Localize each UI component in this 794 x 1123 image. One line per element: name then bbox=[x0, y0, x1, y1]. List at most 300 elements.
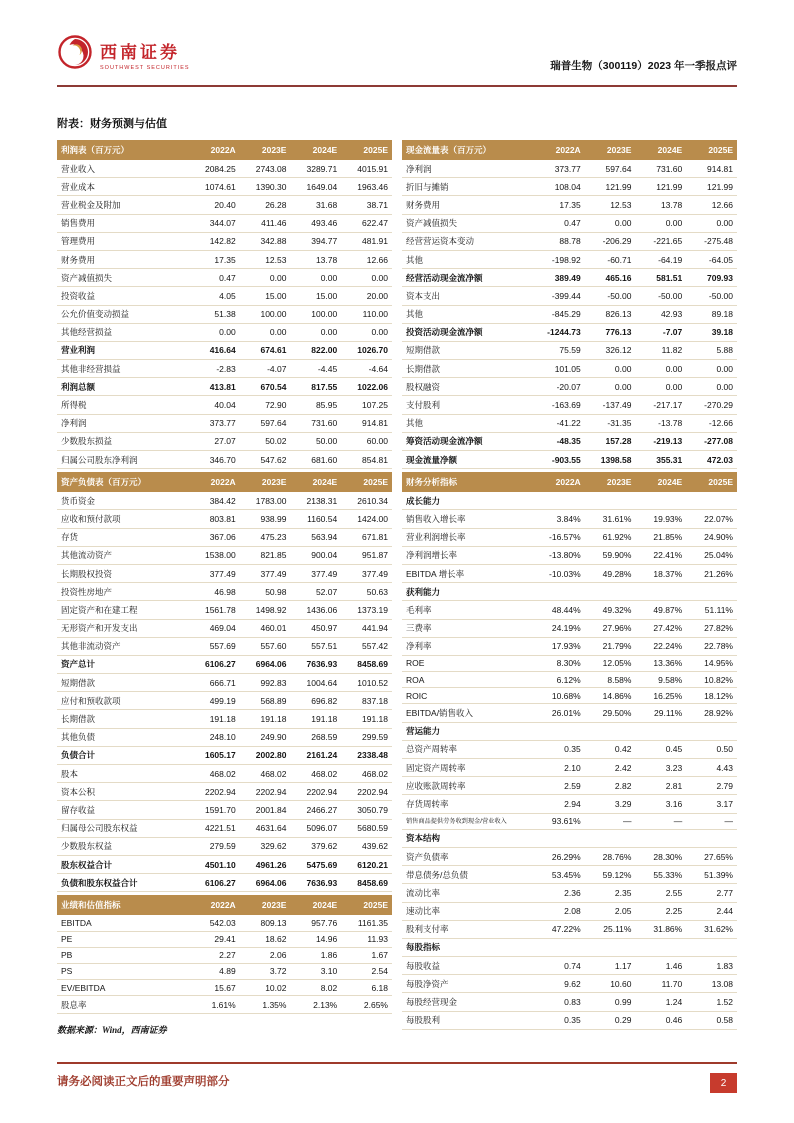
column-header: 2024E bbox=[635, 472, 686, 492]
row-label: 少数股东损益 bbox=[57, 432, 189, 450]
cell-value: 2610.34 bbox=[341, 492, 392, 510]
row-label: 其他 bbox=[402, 305, 534, 323]
header-divider bbox=[57, 85, 737, 87]
cell-value: 696.82 bbox=[290, 692, 341, 710]
table-row bbox=[402, 160, 737, 178]
row-label: 资产总计 bbox=[57, 655, 189, 673]
table-row bbox=[57, 765, 392, 783]
table-row bbox=[57, 601, 392, 619]
cell-value: -163.69 bbox=[534, 396, 585, 414]
cell-value: 6.12% bbox=[534, 672, 585, 688]
column-header: 2023E bbox=[585, 140, 636, 160]
column-header: 2024E bbox=[290, 472, 341, 492]
table-row bbox=[57, 528, 392, 546]
cell-value: 4631.64 bbox=[240, 819, 291, 837]
cell-value: 4.05 bbox=[189, 287, 240, 305]
cell-value: 5680.59 bbox=[341, 819, 392, 837]
row-label: 每股股利 bbox=[402, 1011, 534, 1029]
cell-value: 22.07% bbox=[686, 510, 737, 528]
cell-value: 191.18 bbox=[341, 710, 392, 728]
cell-value: 468.02 bbox=[240, 765, 291, 783]
cell-value: 2.36 bbox=[534, 884, 585, 902]
cell-value: 472.03 bbox=[686, 451, 737, 469]
cell-value: 249.90 bbox=[240, 728, 291, 746]
cell-value bbox=[686, 492, 737, 510]
cell-value: 38.71 bbox=[341, 196, 392, 214]
cell-value: 377.49 bbox=[240, 564, 291, 582]
cell-value: 481.91 bbox=[341, 232, 392, 250]
cell-value: 16.25% bbox=[635, 688, 686, 704]
cell-value: 29.41 bbox=[189, 931, 240, 947]
row-label: 净利润增长率 bbox=[402, 546, 534, 564]
cell-value: — bbox=[635, 813, 686, 829]
cell-value: 1026.70 bbox=[341, 341, 392, 359]
cell-value: 0.00 bbox=[686, 360, 737, 378]
cell-value: 142.82 bbox=[189, 232, 240, 250]
table-row bbox=[57, 692, 392, 710]
row-label: 获利能力 bbox=[402, 583, 534, 601]
cell-value: -137.49 bbox=[585, 396, 636, 414]
table-row bbox=[402, 546, 737, 564]
income-statement-table bbox=[57, 140, 392, 469]
cell-value: 373.77 bbox=[189, 414, 240, 432]
cell-value: 0.00 bbox=[290, 269, 341, 287]
row-label: 投资性房地产 bbox=[57, 583, 189, 601]
cell-value bbox=[585, 829, 636, 847]
cell-value: 51.38 bbox=[189, 305, 240, 323]
table-row bbox=[402, 847, 737, 865]
cell-value bbox=[635, 583, 686, 601]
cell-value: 670.54 bbox=[240, 378, 291, 396]
row-label: EBITDA bbox=[57, 915, 189, 931]
table-row bbox=[57, 250, 392, 268]
cell-value: 2.27 bbox=[189, 947, 240, 963]
table-row bbox=[57, 269, 392, 287]
row-label: EBITDA/销售收入 bbox=[402, 704, 534, 722]
cell-value: 0.00 bbox=[341, 269, 392, 287]
left-column bbox=[57, 140, 392, 1036]
cell-value: 2202.94 bbox=[341, 783, 392, 801]
table-row bbox=[402, 196, 737, 214]
cell-value: 85.95 bbox=[290, 396, 341, 414]
cell-value: 373.77 bbox=[534, 160, 585, 178]
cell-value: 0.00 bbox=[189, 323, 240, 341]
table-row bbox=[57, 341, 392, 359]
cell-value: 5.88 bbox=[686, 341, 737, 359]
cell-value: 2.44 bbox=[686, 902, 737, 920]
cell-value: 1390.30 bbox=[240, 178, 291, 196]
cell-value: 2.65% bbox=[341, 996, 392, 1014]
cell-value: 4961.26 bbox=[240, 855, 291, 873]
column-header: 2023E bbox=[240, 472, 291, 492]
cell-value: 450.97 bbox=[290, 619, 341, 637]
column-header: 2024E bbox=[635, 140, 686, 160]
row-label: 净利润 bbox=[402, 160, 534, 178]
cell-value: -198.92 bbox=[534, 250, 585, 268]
table-row bbox=[402, 884, 737, 902]
cell-value: 59.90% bbox=[585, 546, 636, 564]
cell-value: -50.00 bbox=[686, 287, 737, 305]
cell-value: 19.93% bbox=[635, 510, 686, 528]
cell-value: 2.54 bbox=[341, 963, 392, 979]
cell-value: 14.96 bbox=[290, 931, 341, 947]
brand-name: 西南证券 bbox=[100, 43, 180, 62]
cell-value: 1.24 bbox=[635, 993, 686, 1011]
cell-value: 597.64 bbox=[585, 160, 636, 178]
cell-value: 468.02 bbox=[341, 765, 392, 783]
cell-value: 377.49 bbox=[341, 564, 392, 582]
table-row bbox=[402, 414, 737, 432]
section-row bbox=[402, 829, 737, 847]
cell-value: 0.29 bbox=[585, 1011, 636, 1029]
cell-value: 817.55 bbox=[290, 378, 341, 396]
row-label: 三费率 bbox=[402, 619, 534, 637]
row-label: 筹资活动现金流净额 bbox=[402, 432, 534, 450]
table-row bbox=[57, 874, 392, 892]
cell-value: 389.49 bbox=[534, 269, 585, 287]
cell-value: 27.65% bbox=[686, 847, 737, 865]
table-row bbox=[402, 323, 737, 341]
cell-value: 475.23 bbox=[240, 528, 291, 546]
row-label: 资产减值损失 bbox=[402, 214, 534, 232]
cell-value: 39.18 bbox=[686, 323, 737, 341]
cell-value: -221.65 bbox=[635, 232, 686, 250]
cell-value: 100.00 bbox=[290, 305, 341, 323]
row-label: ROA bbox=[402, 672, 534, 688]
cell-value: -206.29 bbox=[585, 232, 636, 250]
cell-value: -4.64 bbox=[341, 360, 392, 378]
cell-value: 8.02 bbox=[290, 980, 341, 996]
financial-ratios-table bbox=[402, 472, 737, 1030]
column-header: 2022A bbox=[189, 895, 240, 915]
cell-value: 951.87 bbox=[341, 546, 392, 564]
table-row bbox=[402, 528, 737, 546]
row-label: 长期股权投资 bbox=[57, 564, 189, 582]
table-row bbox=[57, 783, 392, 801]
cell-value: 0.47 bbox=[189, 269, 240, 287]
cell-value: 11.93 bbox=[341, 931, 392, 947]
cell-value bbox=[686, 722, 737, 740]
cell-value: 671.81 bbox=[341, 528, 392, 546]
cell-value: 42.93 bbox=[635, 305, 686, 323]
cell-value: 4015.91 bbox=[341, 160, 392, 178]
cell-value: 0.00 bbox=[635, 214, 686, 232]
table-title: 资产负债表（百万元） bbox=[57, 472, 189, 492]
table-row bbox=[57, 583, 392, 601]
cell-value: 48.44% bbox=[534, 601, 585, 619]
cell-value: 25.11% bbox=[585, 920, 636, 938]
cell-value: 49.28% bbox=[585, 564, 636, 582]
cell-value: 346.70 bbox=[189, 451, 240, 469]
table-row bbox=[57, 947, 392, 963]
row-label: 管理费用 bbox=[57, 232, 189, 250]
right-column bbox=[402, 140, 737, 1036]
cell-value: 377.49 bbox=[189, 564, 240, 582]
cell-value: 60.00 bbox=[341, 432, 392, 450]
brand-name-en: SOUTHWEST SECURITIES bbox=[100, 65, 190, 71]
cell-value: 9.58% bbox=[635, 672, 686, 688]
data-source-note: 数据来源：Wind，西南证券 bbox=[57, 1025, 167, 1036]
table-row bbox=[402, 360, 737, 378]
table-row bbox=[402, 214, 737, 232]
table-row bbox=[402, 759, 737, 777]
cell-value: 11.82 bbox=[635, 341, 686, 359]
cell-value: -219.13 bbox=[635, 432, 686, 450]
cell-value bbox=[534, 938, 585, 956]
table-row bbox=[57, 414, 392, 432]
row-label: 财务费用 bbox=[57, 250, 189, 268]
cell-value: 0.58 bbox=[686, 1011, 737, 1029]
row-label: 所得税 bbox=[57, 396, 189, 414]
cell-value: 7636.93 bbox=[290, 655, 341, 673]
cell-value: 377.49 bbox=[290, 564, 341, 582]
table-row bbox=[402, 451, 737, 469]
cell-value: 0.50 bbox=[686, 740, 737, 758]
cell-value: 3289.71 bbox=[290, 160, 341, 178]
table-row bbox=[57, 619, 392, 637]
cell-value: 854.81 bbox=[341, 451, 392, 469]
cell-value: 7636.93 bbox=[290, 874, 341, 892]
column-header: 2022A bbox=[534, 140, 585, 160]
cell-value: 2202.94 bbox=[189, 783, 240, 801]
table-row bbox=[402, 688, 737, 704]
table-row bbox=[402, 564, 737, 582]
cell-value: 2002.80 bbox=[240, 746, 291, 764]
cell-value: 938.99 bbox=[240, 510, 291, 528]
cell-value: 597.64 bbox=[240, 414, 291, 432]
row-label: 营运能力 bbox=[402, 722, 534, 740]
cell-value: 1.86 bbox=[290, 947, 341, 963]
cell-value: 27.07 bbox=[189, 432, 240, 450]
cell-value: 29.50% bbox=[585, 704, 636, 722]
cell-value: 25.04% bbox=[686, 546, 737, 564]
cell-value: 2.08 bbox=[534, 902, 585, 920]
cell-value: 666.71 bbox=[189, 674, 240, 692]
cell-value: -41.22 bbox=[534, 414, 585, 432]
cell-value: 121.99 bbox=[686, 178, 737, 196]
row-label: 毛利率 bbox=[402, 601, 534, 619]
cell-value: 20.40 bbox=[189, 196, 240, 214]
table-row bbox=[57, 674, 392, 692]
cell-value: -7.07 bbox=[635, 323, 686, 341]
cell-value: 26.29% bbox=[534, 847, 585, 865]
cell-value: 157.28 bbox=[585, 432, 636, 450]
table-row bbox=[57, 432, 392, 450]
brand-text-block bbox=[100, 38, 190, 71]
row-label: 负债和股东权益合计 bbox=[57, 874, 189, 892]
cell-value: 5096.07 bbox=[290, 819, 341, 837]
cell-value: 2.79 bbox=[686, 777, 737, 795]
cell-value: -4.07 bbox=[240, 360, 291, 378]
cell-value: 12.53 bbox=[240, 250, 291, 268]
row-label: 其他流动资产 bbox=[57, 546, 189, 564]
column-header: 2025E bbox=[686, 140, 737, 160]
cell-value: 8.58% bbox=[585, 672, 636, 688]
row-label: 归属公司股东净利润 bbox=[57, 451, 189, 469]
row-label: 资本结构 bbox=[402, 829, 534, 847]
row-label: 短期借款 bbox=[402, 341, 534, 359]
cell-value: 0.00 bbox=[585, 378, 636, 396]
cell-value: 13.08 bbox=[686, 975, 737, 993]
table-row bbox=[402, 250, 737, 268]
cell-value bbox=[585, 583, 636, 601]
cell-value: 55.33% bbox=[635, 866, 686, 884]
cell-value bbox=[635, 938, 686, 956]
page-footer bbox=[57, 1062, 737, 1093]
southwest-securities-logo-icon bbox=[57, 34, 93, 75]
cell-value: 31.61% bbox=[585, 510, 636, 528]
cell-value: 416.64 bbox=[189, 341, 240, 359]
cell-value: 1022.06 bbox=[341, 378, 392, 396]
cell-value: 1498.92 bbox=[240, 601, 291, 619]
cell-value: 15.67 bbox=[189, 980, 240, 996]
cell-value: -20.07 bbox=[534, 378, 585, 396]
cell-value: 49.32% bbox=[585, 601, 636, 619]
row-label: 应收和预付款项 bbox=[57, 510, 189, 528]
cell-value: 900.04 bbox=[290, 546, 341, 564]
cell-value bbox=[534, 492, 585, 510]
cell-value: 12.53 bbox=[585, 196, 636, 214]
table-row bbox=[57, 360, 392, 378]
cell-value: 0.46 bbox=[635, 1011, 686, 1029]
cell-value: — bbox=[585, 813, 636, 829]
table-row bbox=[402, 704, 737, 722]
table-title: 利润表（百万元） bbox=[57, 140, 189, 160]
cell-value: -64.19 bbox=[635, 250, 686, 268]
cell-value: 0.00 bbox=[240, 269, 291, 287]
row-label: 其他负债 bbox=[57, 728, 189, 746]
cell-value: 31.62% bbox=[686, 920, 737, 938]
cell-value: -31.35 bbox=[585, 414, 636, 432]
table-row bbox=[402, 672, 737, 688]
cell-value: 50.63 bbox=[341, 583, 392, 601]
cell-value: 72.90 bbox=[240, 396, 291, 414]
cell-value: 191.18 bbox=[189, 710, 240, 728]
cell-value: -845.29 bbox=[534, 305, 585, 323]
cell-value: 379.62 bbox=[290, 837, 341, 855]
table-row bbox=[402, 993, 737, 1011]
cell-value: -13.80% bbox=[534, 546, 585, 564]
cell-value: 0.00 bbox=[635, 360, 686, 378]
cell-value: 2161.24 bbox=[290, 746, 341, 764]
cell-value bbox=[534, 829, 585, 847]
cell-value: 89.18 bbox=[686, 305, 737, 323]
cell-value bbox=[686, 583, 737, 601]
cell-value: 0.00 bbox=[635, 378, 686, 396]
row-label: 公允价值变动损益 bbox=[57, 305, 189, 323]
cell-value: 3.29 bbox=[585, 795, 636, 813]
cell-value: 326.12 bbox=[585, 341, 636, 359]
column-header: 2025E bbox=[341, 140, 392, 160]
cell-value: 557.51 bbox=[290, 637, 341, 655]
cell-value: 557.42 bbox=[341, 637, 392, 655]
row-label: ROIC bbox=[402, 688, 534, 704]
cell-value: 6106.27 bbox=[189, 874, 240, 892]
table-row bbox=[402, 655, 737, 671]
table-row bbox=[402, 287, 737, 305]
cell-value: 88.78 bbox=[534, 232, 585, 250]
row-label: 投资收益 bbox=[57, 287, 189, 305]
cell-value: 15.00 bbox=[290, 287, 341, 305]
cell-value: 468.02 bbox=[189, 765, 240, 783]
cell-value: 1561.78 bbox=[189, 601, 240, 619]
table-row bbox=[402, 232, 737, 250]
cell-value: -50.00 bbox=[585, 287, 636, 305]
cell-value: 1436.06 bbox=[290, 601, 341, 619]
row-label: 其他非流动资产 bbox=[57, 637, 189, 655]
table-row bbox=[402, 957, 737, 975]
cell-value: 3.17 bbox=[686, 795, 737, 813]
row-label: 营业收入 bbox=[57, 160, 189, 178]
cell-value: 14.95% bbox=[686, 655, 737, 671]
row-label: 净利润 bbox=[57, 414, 189, 432]
row-label: 资产负债率 bbox=[402, 847, 534, 865]
cell-value: 2202.94 bbox=[240, 783, 291, 801]
cell-value: 15.00 bbox=[240, 287, 291, 305]
table-row bbox=[57, 323, 392, 341]
row-label: 带息债务/总负债 bbox=[402, 866, 534, 884]
cell-value: 413.81 bbox=[189, 378, 240, 396]
cell-value: 10.60 bbox=[585, 975, 636, 993]
table-row bbox=[402, 305, 737, 323]
row-label: 销售商品提供劳务收到现金/营业收入 bbox=[402, 813, 534, 829]
cell-value: 100.00 bbox=[240, 305, 291, 323]
cell-value: 6.18 bbox=[341, 980, 392, 996]
cell-value: -60.71 bbox=[585, 250, 636, 268]
row-label: 应收账款周转率 bbox=[402, 777, 534, 795]
cell-value: 13.78 bbox=[635, 196, 686, 214]
row-label: 应付和预收款项 bbox=[57, 692, 189, 710]
cell-value: 52.07 bbox=[290, 583, 341, 601]
cell-value: 40.04 bbox=[189, 396, 240, 414]
table-row bbox=[402, 178, 737, 196]
cell-value: 460.01 bbox=[240, 619, 291, 637]
row-label: 其他非经营损益 bbox=[57, 360, 189, 378]
cell-value: -217.17 bbox=[635, 396, 686, 414]
row-label: ROE bbox=[402, 655, 534, 671]
cell-value: 49.87% bbox=[635, 601, 686, 619]
cell-value: 4.89 bbox=[189, 963, 240, 979]
row-label: 营业利润增长率 bbox=[402, 528, 534, 546]
brand-logo bbox=[57, 34, 190, 75]
cell-value: 5475.69 bbox=[290, 855, 341, 873]
table-row bbox=[57, 546, 392, 564]
column-header: 2024E bbox=[290, 140, 341, 160]
table-row bbox=[57, 196, 392, 214]
cell-value: -277.08 bbox=[686, 432, 737, 450]
cell-value: 21.26% bbox=[686, 564, 737, 582]
cell-value: 557.69 bbox=[189, 637, 240, 655]
table-row bbox=[57, 915, 392, 931]
section-row bbox=[402, 938, 737, 956]
cell-value: 29.11% bbox=[635, 704, 686, 722]
cell-value: 22.24% bbox=[635, 637, 686, 655]
cell-value: 121.99 bbox=[635, 178, 686, 196]
cell-value: 2.59 bbox=[534, 777, 585, 795]
disclaimer-text: 请务必阅读正文后的重要声明部分 bbox=[57, 1076, 230, 1088]
cell-value: 957.76 bbox=[290, 915, 341, 931]
cell-value: 0.00 bbox=[341, 323, 392, 341]
cell-value: 0.00 bbox=[585, 214, 636, 232]
row-label: 长期借款 bbox=[57, 710, 189, 728]
table-title: 财务分析指标 bbox=[402, 472, 534, 492]
cell-value: 6964.06 bbox=[240, 874, 291, 892]
table-row bbox=[57, 637, 392, 655]
cell-value: 2.81 bbox=[635, 777, 686, 795]
table-row bbox=[402, 813, 737, 829]
table-row bbox=[402, 1011, 737, 1029]
cell-value: 821.85 bbox=[240, 546, 291, 564]
